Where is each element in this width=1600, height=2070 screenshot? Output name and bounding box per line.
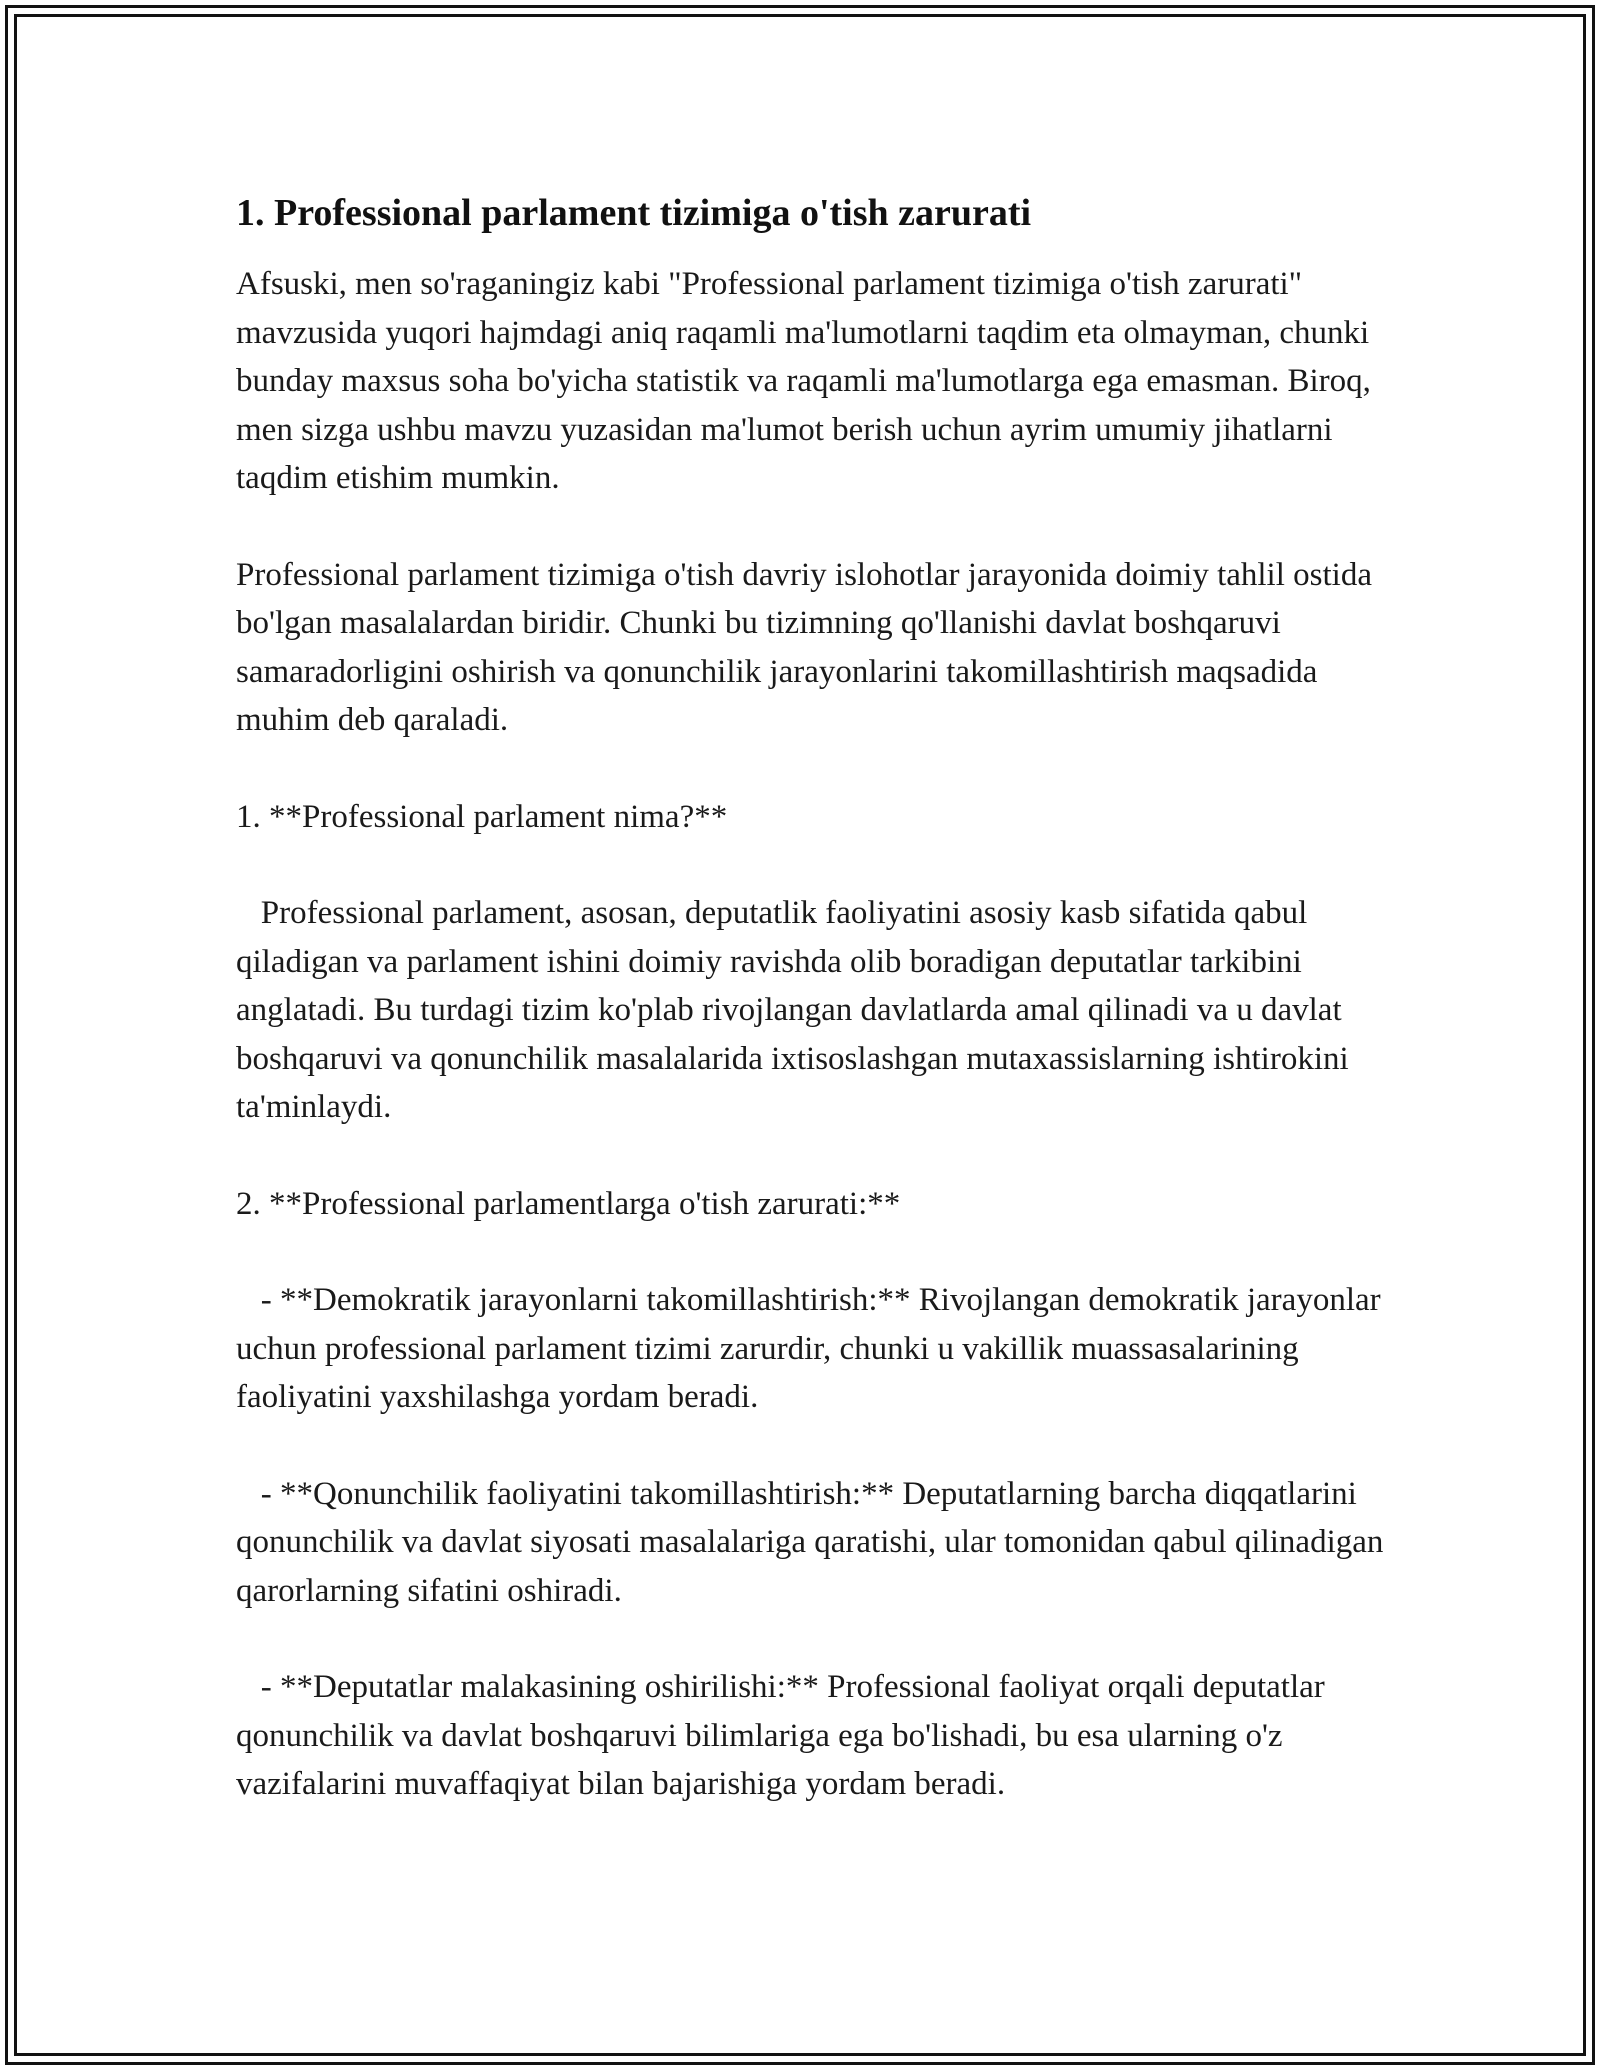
paragraph-gap — [236, 1422, 1386, 1470]
paragraph-gap — [236, 503, 1386, 551]
paragraph-gap — [236, 841, 1386, 889]
bullet-legislation: - **Qonunchilik faoliyatini takomillashtirish:** Deputatlarning barcha diqqatlarini qonunchilik va davlat siyosati masalalariga qaratishi, ular tomonidan qabul qilinadigan qarorlarning sifatini oshiradi. — [236, 1475, 1392, 1609]
paragraph-gap — [236, 1615, 1386, 1663]
bullet-qualification: - **Deputatlar malakasining oshirilishi:** Professional faoliyat orqali deputatlar qonunchilik va davlat boshqaruvi bilimlariga ega bo'lishadi, bu esa ularning o'z vazifalarini muvaffaqiyat bilan bajarishiga yordam beradi. — [236, 1669, 1333, 1802]
paragraph-gap — [236, 1228, 1386, 1276]
document-heading: 1. Professional parlament tizimiga o'tish zarurati — [236, 192, 1032, 234]
document-body — [236, 186, 1392, 1809]
paragraph-intro: Afsuski, men so'raganingiz kabi "Professional parlament tizimiga o'tish zarurati" mavzusida yuqori hajmdagi aniq raqamli ma'lumotlarni taqdim eta olmayman, chunki bunday maxsus soha bo'yicha statistik va raqamli ma'lumotlarga ega emasman. Biroq, men sizga ushbu mavzu yuzasidan ma'lumot berish uchun ayrim umumiy jihatlarni taqdim etishim mumkin. — [236, 266, 1380, 496]
list-heading-2: 2. **Professional parlamentlarga o'tish zarurati:** — [236, 1185, 901, 1222]
paragraph-gap — [236, 1132, 1386, 1180]
paragraph-definition: Professional parlament, asosan, deputatlik faoliyatini asosiy kasb sifatida qabul qiladigan va parlament ishini doimiy ravishda olib boradigan deputatlar tarkibini anglatadi. Bu turdagi tizim ko'plab rivojlangan davlatlarda amal qilinadi va u davlat boshqaruvi va qonunchilik masalalarida ixtisoslashgan mutaxassislarning ishtirokini ta'minlaydi. — [236, 895, 1357, 1125]
bullet-democracy: - **Demokratik jarayonlarni takomillashtirish:** Rivojlangan demokratik jarayonlar uchun professional parlament tizimi zarurdir, chunki u vakillik muassasalarining faoliyatini yaxshilashga yordam beradi. — [236, 1282, 1389, 1415]
paragraph-gap — [236, 745, 1386, 793]
paragraph-context: Professional parlament tizimiga o'tish davriy islohotlar jarayonida doimiy tahlil ostida bo'lgan masalalardan biridir. Chunki bu tizimning qo'llanishi davlat boshqaruvi samaradorligini oshirish va qonunchilik jarayonlarini takomillashtirish maqsadida muhim deb qaraladi. — [236, 556, 1381, 738]
list-heading-1: 1. **Professional parlament nima?** — [236, 798, 728, 835]
